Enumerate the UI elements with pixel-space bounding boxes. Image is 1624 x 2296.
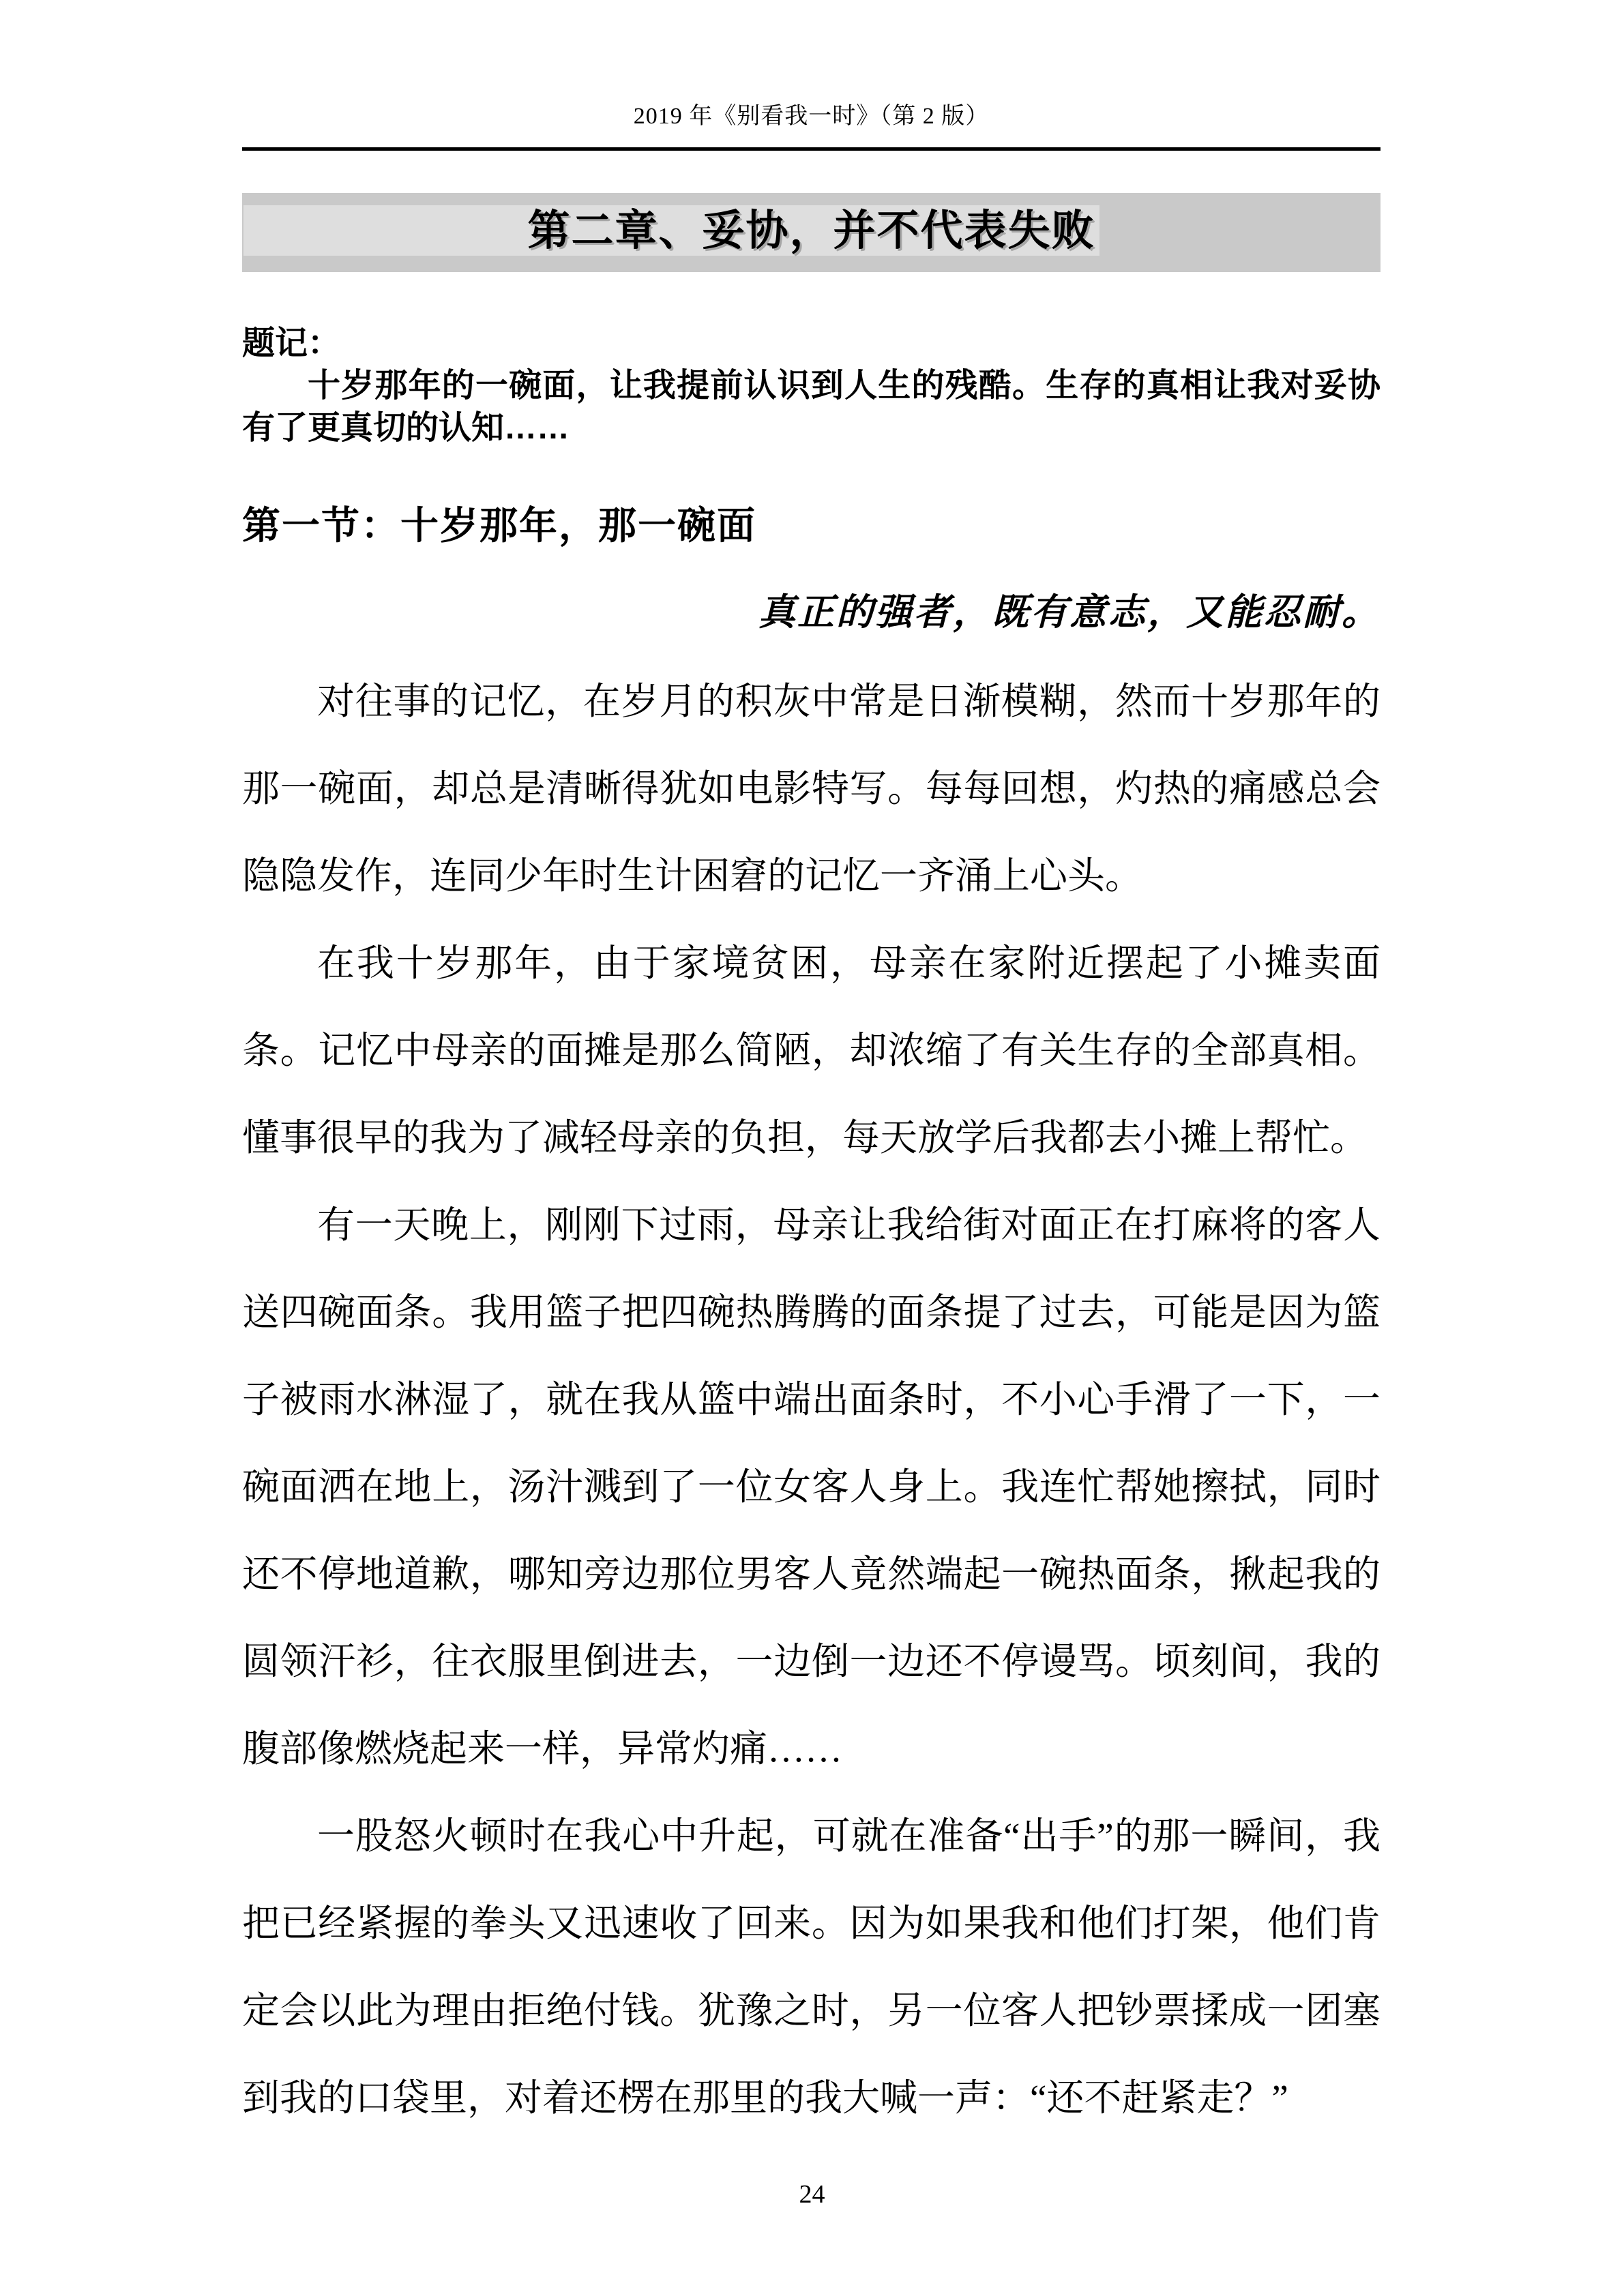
paragraph-1: 对往事的记忆，在岁月的积灰中常是日渐模糊，然而十岁那年的那一碗面，却总是清晰得犹如电影特写。每每回想，灼热的痛感总会隐隐发作，连同少年时生计困窘的记忆一齐涌上心头。 — [242, 681, 1381, 897]
paragraph-2: 在我十岁那年，由于家境贫困，母亲在家附近摆起了小摊卖面条。记忆中母亲的面摊是那么简陋，却浓缩了有关生存的全部真相。懂事很早的我为了减轻母亲的负担，每天放学后我都去小摊上帮忙。 — [242, 942, 1381, 1159]
chapter-banner — [242, 193, 1381, 272]
paragraph-4: 一股怒火顿时在我心中升起，可就在准备“出手”的那一瞬间，我把已经紧握的拳头又迅速收了回来。因为如果我和他们打架，他们肯定会以此为理由拒绝付钱。犹豫之时，另一位客人把钞票揉成一团塞到我的口袋里，对着还楞在那里的我大喊一声：“还不赶紧走？” — [242, 1815, 1381, 2119]
preface-block — [242, 323, 1381, 449]
preface-label: 题记： — [242, 325, 341, 361]
section-title: 第一节：十岁那年，那一碗面 — [242, 505, 756, 548]
chapter-title: 第二章、妥协，并不代表失败 — [527, 207, 1095, 254]
paragraph-3: 有一天晚上，刚刚下过雨，母亲让我给街对面正在打麻将的客人送四碗面条。我用篮子把四碗热腾腾的面条提了过去，可能是因为篮子被雨水淋湿了，就在我从篮中端出面条时，不小心手滑了一下，一碗面洒在地上，汤汁溅到了一位女客人身上。我连忙帮她擦拭，同时还不停地道歉，哪知旁边那位男客人竟然端起一碗热面条，揪起我的圆领汗衫，往衣服里倒进去，一边倒一边还不停谩骂。顷刻间，我的腹部像燃烧起来一样，异常灼痛…… — [242, 1204, 1381, 1770]
body-text — [242, 658, 1381, 2142]
page-number: 24 — [799, 2180, 825, 2209]
preface-text: 十岁那年的一碗面，让我提前认识到人生的残酷。生存的真相让我对妥协有了更真切的认知…… — [242, 368, 1381, 446]
running-head: 2019 年《别看我一时》（第 2 版） — [633, 104, 990, 129]
section-motto: 真正的强者，既有意志，又能忍耐。 — [758, 592, 1381, 633]
header-rule — [242, 147, 1381, 151]
